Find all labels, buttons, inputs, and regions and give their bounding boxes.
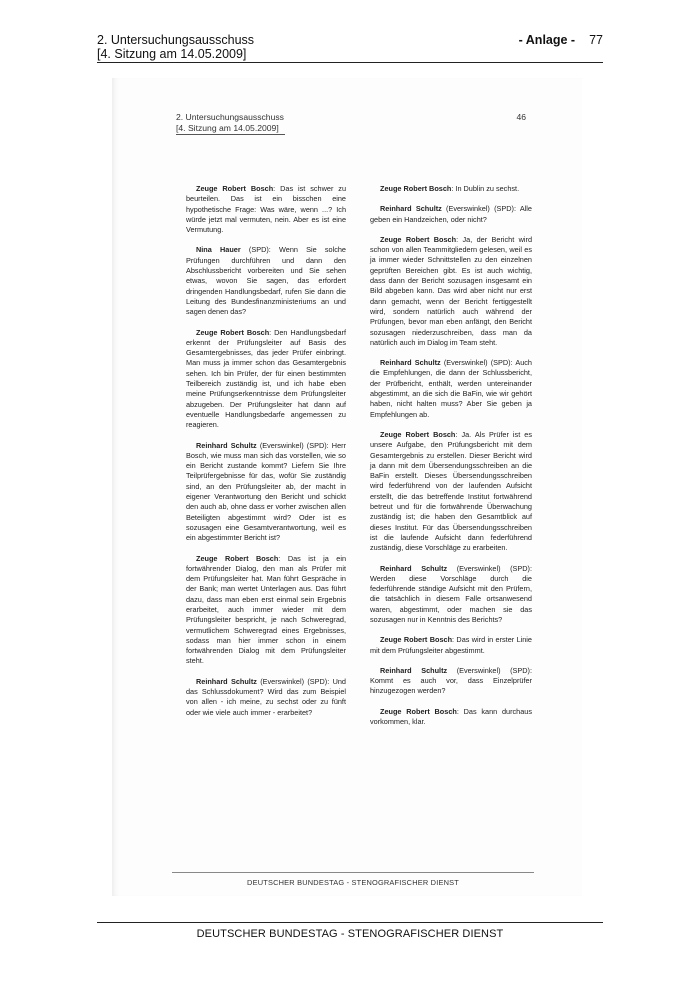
speaker-name: Zeuge Robert Bosch	[380, 706, 457, 716]
speaker-name: Zeuge Robert Bosch	[196, 327, 270, 337]
paragraph	[186, 245, 346, 317]
footer-rule	[97, 922, 603, 923]
annex-block	[519, 33, 603, 47]
statement-text: : Das kann durchaus vorkommen, klar.	[370, 706, 532, 727]
statement-text: : Das ist schwer zu beurteilen. Das ist ein bisschen eine hypothetische Frage: Was wäre, wenn ...? Ich würde jetzt mal vermuten, nein. Aber es ist eine Vermutung.	[186, 184, 347, 235]
scan-page-number: 46	[516, 112, 526, 122]
paragraph	[186, 554, 346, 667]
annex-label: - Anlage -	[518, 33, 576, 47]
statement-text: : In Dublin zu sechst.	[451, 184, 520, 193]
statement-text: : Den Handlungsbedarf erkennt der Prüfungsleiter auf Basis des Gesamtergebnisses, das jeder Prüfer einbringt. Man muss ja immer schon das Gesamtergebnis sehen. Ich bin Prüfer, der für einen bestimmten Teilbereich zuständig ist, und ich habe eben meine Prüfungserkenntnisse dem Prüfungsleiter abzugeben. Der Prüfungsleiter hat dann auf eventuelle Handlungsbedarfe angemessen zu reagieren.	[186, 327, 346, 430]
paragraph	[370, 204, 532, 225]
paragraph	[370, 635, 532, 656]
statement-text: : Das wird in erster Linie mit dem Prüfungsleiter abgestimmt.	[370, 635, 532, 655]
scan-footer: DEUTSCHER BUNDESTAG - STENOGRAFISCHER DIENST	[247, 878, 459, 887]
scan-header	[176, 112, 526, 135]
committee-title: 2. Untersuchungsausschuss	[97, 33, 255, 47]
paragraph	[370, 184, 532, 194]
statement-text: (Everswinkel) (SPD): Auch die Empfehlungen, die dann der Schlussbericht, der Prüfbericht, enthält, werden untereinander abgestimmt, an die sich die BaFin, wie wir gehört haben, nicht halten muss? Aber Sie geben ja Empfehlungen ab.	[370, 358, 532, 419]
paragraph	[186, 677, 346, 718]
speaker-name: Zeuge Robert Bosch	[380, 184, 452, 193]
paragraph	[370, 235, 532, 348]
paragraph	[186, 441, 346, 544]
speaker-name: Zeuge Robert Bosch	[196, 184, 274, 193]
statement-text: (Everswinkel) (SPD): Alle geben ein Handzeichen, oder nicht?	[370, 204, 532, 224]
left-column	[186, 184, 346, 728]
paragraph	[186, 184, 346, 235]
speaker-name: Reinhard Schultz	[380, 358, 441, 368]
paragraph	[370, 707, 532, 728]
paragraph	[370, 430, 532, 554]
speaker-name: Reinhard Schultz	[196, 676, 257, 686]
statement-text: (Everswinkel) (SPD): Und das Schlussdokument? Wird das zum Beispiel von allen - ich meine, zu sechst oder zu fünft oder wie viele auch immer - erarbeitet?	[186, 676, 346, 717]
speaker-name: Zeuge Robert Bosch	[380, 429, 456, 439]
scan-footer-rule	[172, 872, 534, 873]
speaker-name: Reinhard Schultz	[380, 204, 442, 214]
statement-text: : Das ist ja ein fortwährender Dialog, den man als Prüfer mit dem Prüfungsleiter hat. Man führt Gespräche in der Bank; man wertet Unterlagen aus. Das führt dazu, dass man eben erst einmal sein Ergebnis erarbeitet, auch immer wieder mit dem Prüfungsleiter bespricht, je nach Schweregrad, vermutlichem Schweregrad eines Ergebnisses, sodass man hier immer schon in einem fortwährenden Dialog mit dem Prüfungsleiter steht.	[186, 553, 346, 666]
statement-text: (Everswinkel) (SPD): Herr Bosch, wie muss man sich das vorstellen, wie so ein Bericht zustande kommt? Liefern Sie Ihre Teilprüfergebnisse für das, wofür Sie zuständig sind, an den Prüfungsleiter ab, der macht in eigener Verantwortung den Bericht und schickt den auch ab, ohne dass er vorher zwischen allen Beteiligten abgestimmt wird? Oder ist es sozusagen eine Gesamtverantwortung, weil es ein abgestimmter Bericht ist?	[186, 440, 346, 543]
statement-text: : Ja. Als Prüfer ist es unsere Aufgabe, den Prüfungsbericht mit dem Gesamtergebnis zu erstellen. Dieser Bericht wird ja dann mit dem Übersendungsschreiben an die BaFin erstellt. Dieses Übersendungsschreiben wird federführend von der laufenden Aufsicht erstellt, die das betreffende Institut fortwährend betreut und für die fortwährende Überwachung zuständig ist; die haben den Gesamtblick auf dieses Institut. Für das Übersendungsschreiben ist die laufende Aufsicht dann federführend zuständig, diese Vorschläge zu erarbeiten.	[370, 429, 532, 553]
paragraph	[370, 564, 532, 626]
page-number: 77	[589, 33, 603, 47]
speaker-name: Reinhard Schultz	[380, 665, 448, 675]
paragraph	[370, 666, 532, 697]
statement-text: (Everswinkel) (SPD): Kommt es auch vor, dass Einzelprüfer hinzugezogen werden?	[370, 665, 532, 696]
scan-committee-title: 2. Untersuchungsausschuss	[176, 112, 284, 122]
paragraph	[186, 328, 346, 431]
session-date: [4. Sitzung am 14.05.2009]	[97, 47, 247, 61]
paragraph	[370, 358, 532, 420]
speaker-name: Zeuge Robert Bosch	[196, 553, 279, 563]
statement-text: (Everswinkel) (SPD): Werden diese Vorschläge durch die federführende ständige Aufsicht mit den Prüfern, die tatsächlich in diesem Falle ortsanwesend waren, abgestimmt, oder machen sie das sozusagen nur in Kenntnis des Berichts?	[370, 563, 532, 624]
speaker-name: Nina Hauer	[196, 245, 241, 255]
speaker-name: Zeuge Robert Bosch	[380, 635, 453, 645]
page-header	[97, 33, 603, 61]
header-rule	[97, 62, 603, 63]
statement-text: (SPD): Wenn Sie solche Prüfungen durchführen und dann den Abschlussbericht vorbereiten und Sie sehen etwas, wovon Sie sagen, das erfordert dringenden Handlungsbedarf, rufen Sie dann die Leitung des Bundesfinanzministeriums an und sagen denen das?	[186, 245, 346, 317]
scanned-page	[112, 78, 582, 896]
speaker-name: Zeuge Robert Bosch	[380, 234, 457, 244]
statement-text: : Ja, der Bericht wird schon von allen Teammitgliedern gelesen, weil es ja immer wieder Schnittstellen zu den einzelnen geprüften Bereichen gibt. Es ist auch wichtig, dass dann der Bericht sozusagen insgesamt ein Bild abgeben kann. Das wird aber nicht nur erst dann gemacht, wenn der Bericht fertiggestellt wird, sondern natürlich auch während der Prüfungen, bevor man eben anfängt, den Bericht sozusagen niederzuschreiben, dass man da natürlich auch im Dialog im Team steht.	[370, 234, 533, 347]
speaker-name: Reinhard Schultz	[196, 440, 257, 450]
right-column	[370, 184, 532, 737]
page-footer: DEUTSCHER BUNDESTAG - STENOGRAFISCHER DIENST	[196, 928, 504, 940]
scan-session-date: [4. Sitzung am 14.05.2009]	[176, 123, 285, 135]
speaker-name: Reinhard Schultz	[380, 563, 448, 573]
